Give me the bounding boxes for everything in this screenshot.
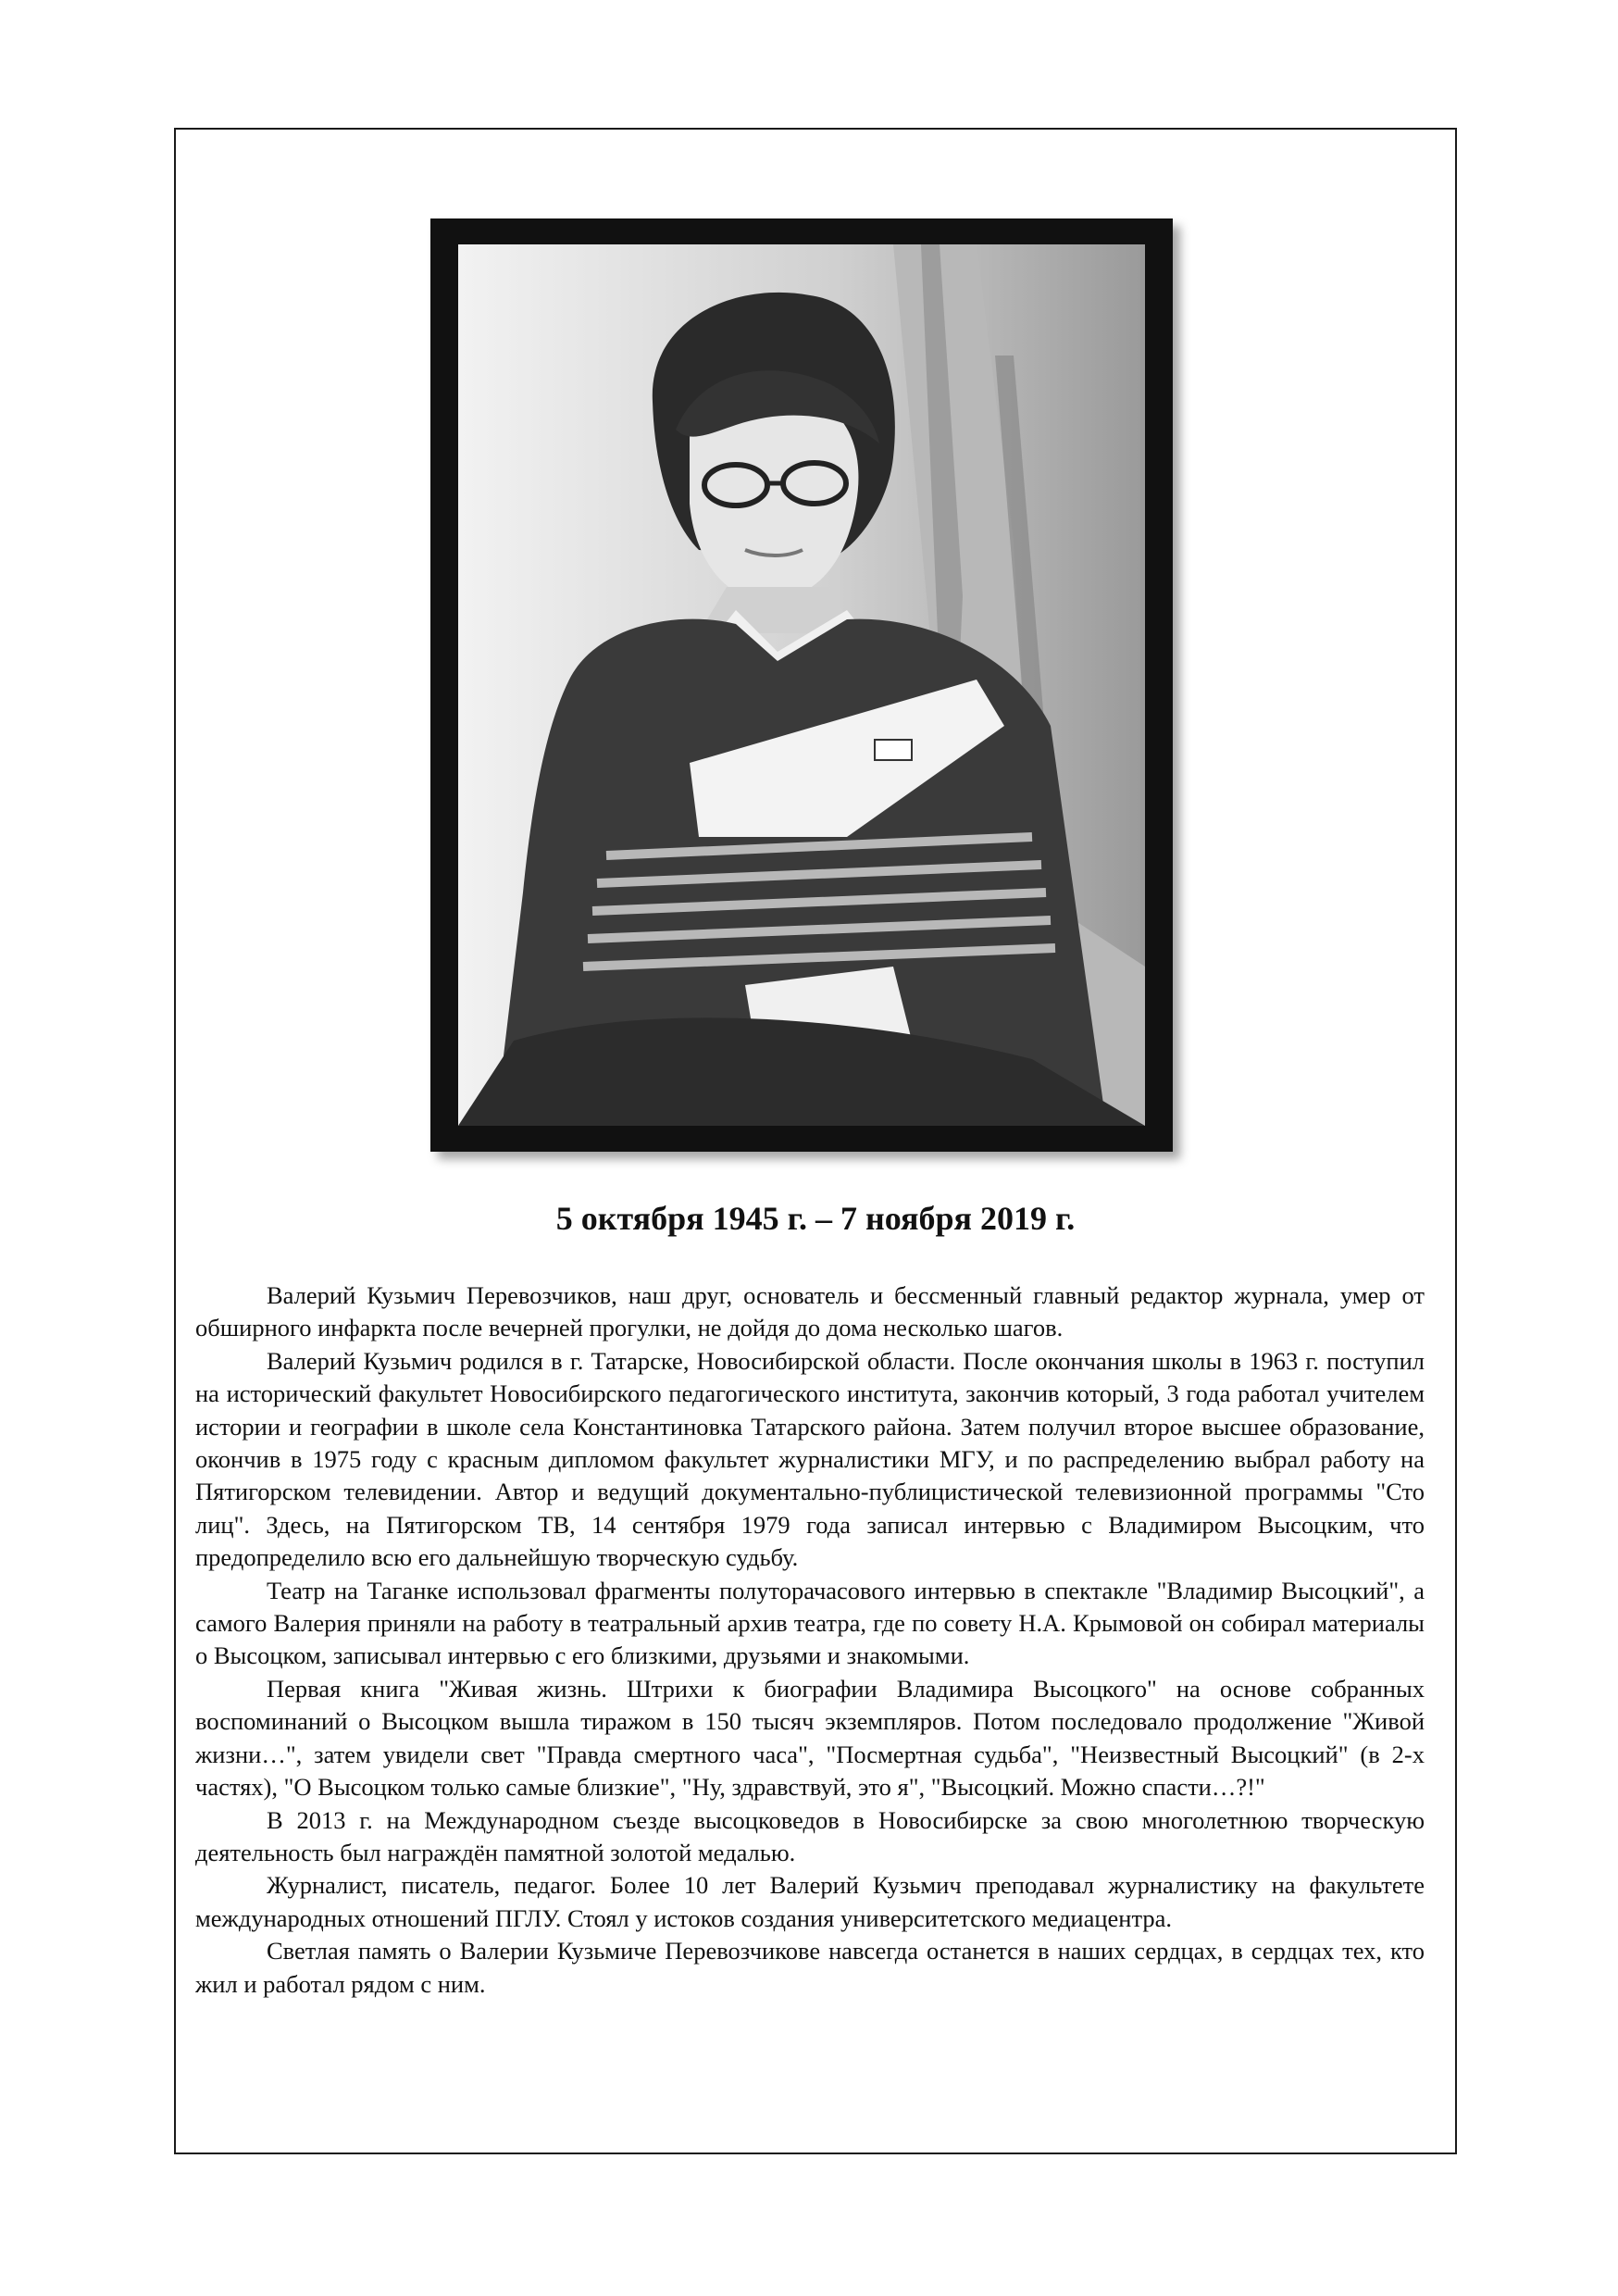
paragraph: Валерий Кузьмич Перевозчиков, наш друг, основатель и бессменный главный редактор журнала, умер от обширного инфаркта после вечерней прогулки, не дойдя до дома несколько шагов. — [195, 1281, 1425, 1342]
paragraph: Первая книга "Живая жизнь. Штрихи к биографии Владимира Высоцкого" на основе собранных воспоминаний о Высоцком вышла тиражом в 150 тысяч экземпляров. Потом последовало продолжение "Живой жизни…", затем увидели свет "Правда смертного часа", "Посмертная судьба", "Неизвестный Высоцкий" (в 2-х частях), "О Высоцком только самые близкие", "Ну, здравствуй, это я", "Высоцкий. Можно спасти…?!" — [195, 1674, 1425, 1802]
life-dates: 5 октября 1945 г. – 7 ноября 2019 г. — [555, 1200, 1076, 1237]
paragraph: В 2013 г. на Международном съезде высоцковедов в Новосибирске за свою многолетнюю творческую деятельность был награждён памятной золотой медалью. — [195, 1805, 1425, 1866]
paragraph: Театр на Таганке использовал фрагменты полуторачасового интервью в спектакле "Владимир Высоцкий", а самого Валерия приняли на работу в театральный архив театра, где по совету Н.А. Крымовой он собирал материалы о Высоцком, записывал интервью с его близкими, друзьями и знакомыми. — [195, 1576, 1425, 1670]
paragraph: Светлая память о Валерии Кузьмиче Перевозчикове навсегда останется в наших сердцах, в сердцах тех, кто жил и работал рядом с ним. — [195, 1937, 1425, 1998]
paragraph: Валерий Кузьмич родился в г. Татарске, Новосибирской области. После окончания школы в 1963 г. поступил на исторический факультет Новосибирского педагогического института, закончив который, 3 года работал учителем истории и географии в школе села Константиновка Татарского района. Затем получил второе высшее образование, окончив в 1975 году с красным дипломом факультет журналистики МГУ, и по распределению выбрал работу на Пятигорском телевидении. Автор и ведущий документально-публицистической телевизионной программы "Сто лиц". Здесь, на Пятигорском ТВ, 14 сентября 1979 года записал интервью с Владимиром Высоцким, что предопределило всю его дальнейшую творческую судьбу. — [195, 1346, 1425, 1572]
mourning-photo-frame — [430, 218, 1173, 1152]
paragraph: Журналист, писатель, педагог. Более 10 лет Валерий Кузьмич преподавал журналистику на факультете международных отношений ПГЛУ. Стоял у истоков создания университетского медиацентра. — [195, 1871, 1425, 1932]
obituary-text — [195, 1279, 1425, 2001]
portrait-photo — [458, 244, 1145, 1126]
